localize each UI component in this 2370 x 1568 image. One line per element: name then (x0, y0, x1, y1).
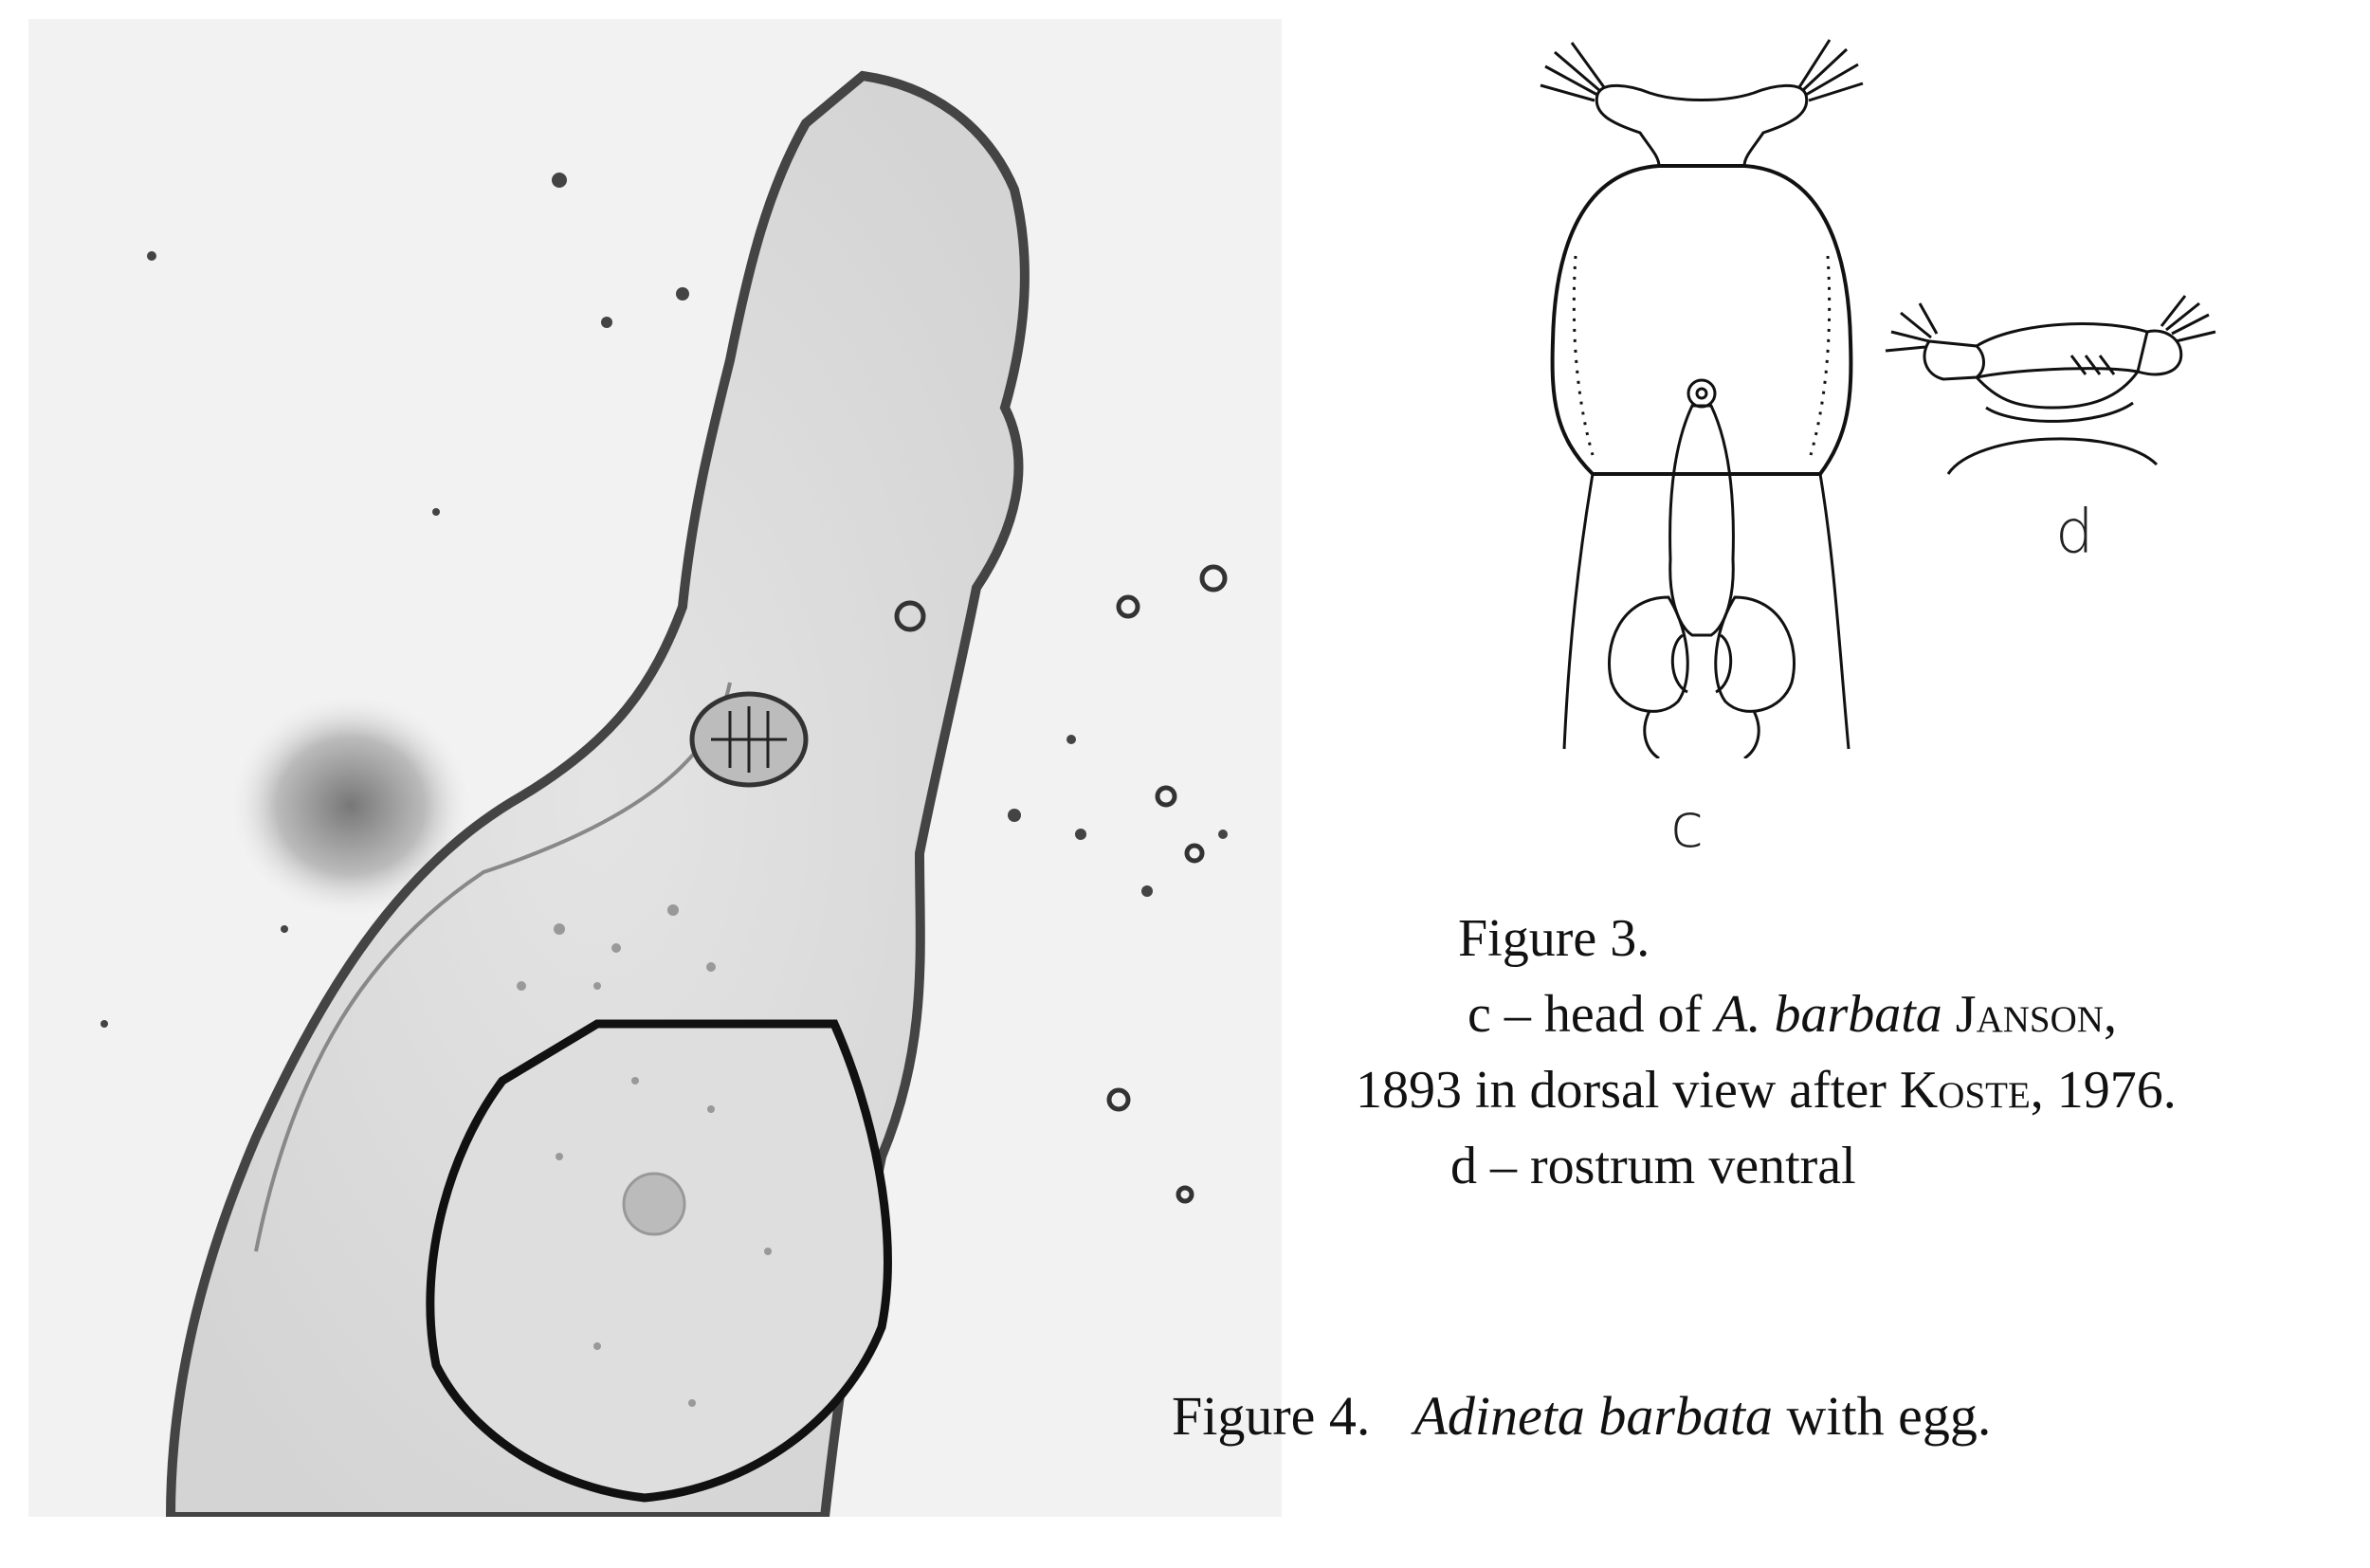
panel-label-c: c (1670, 792, 1705, 862)
species-name: barbata (1774, 985, 1942, 1044)
panel-label-d: d (2055, 498, 2094, 568)
ref-author: Koste (1899, 1061, 2031, 1120)
genus-abbrev: A (1715, 985, 1748, 1044)
figure3-item-c-cont (1356, 1052, 2351, 1128)
figure3-title: Figure 3. (1458, 909, 1650, 968)
figure4-caption (1172, 1384, 1991, 1448)
item-c-year: 1893 in dorsal view after (1356, 1061, 1900, 1120)
author-name: Janson, (1955, 985, 2117, 1044)
figure3-caption (1356, 901, 2351, 1204)
figure4-species: Adineta barbata (1413, 1385, 1774, 1447)
ref-year: , 1976. (2030, 1061, 2177, 1120)
figure4-suffix: with egg. (1773, 1385, 1992, 1447)
item-c-prefix: c – head of (1468, 985, 1716, 1044)
figure4-label: Figure 4. (1172, 1385, 1371, 1447)
drawing-c-head-dorsal (1488, 28, 1915, 758)
micrograph-adineta-barbata (28, 19, 1282, 1517)
figure3-item-d: d – rostrum ventral (1450, 1137, 1856, 1195)
drawing-d-rostrum-ventral (1872, 265, 2233, 512)
figure3-item-c: c – head of A. barbata Janson, (1468, 985, 2117, 1044)
